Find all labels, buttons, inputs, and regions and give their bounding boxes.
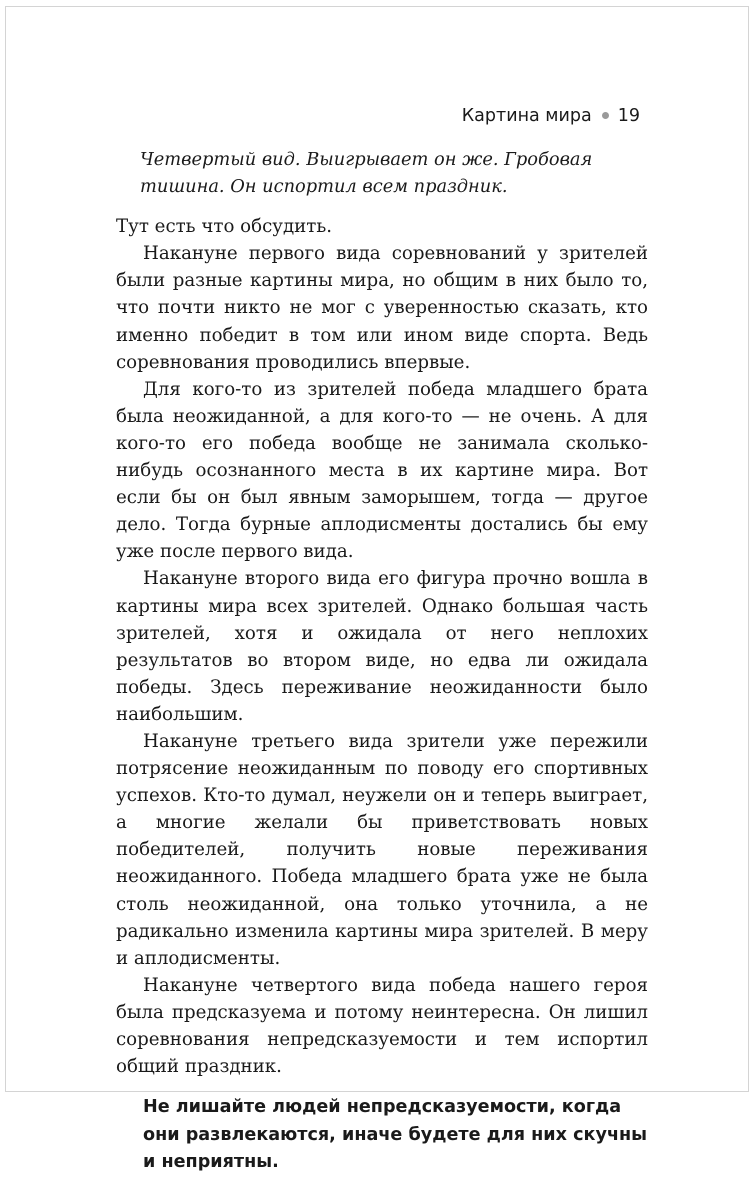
bold-conclusion: Не лишайте людей непредсказуемости, когда они развлекаются, иначе будете для них скучны и неприятны. <box>143 1097 648 1173</box>
bullet-separator-icon <box>602 112 609 119</box>
paragraph: Накануне третьего вида зрители уже пережили потрясение неожиданным по поводу его спортивных успехов. Кто-то думал, неужели он и теперь выиграет, а многие желали бы приветствовать новых победителей, получить новые переживания неожиданного. Победа младшего брата уже не была столь неожиданной, она только уточнила, а не радикально изменила картины мира зрителей. В меру и аплодисменты. <box>116 730 648 969</box>
paragraph: Накануне четвертого вида победа нашего героя была предсказуема и потому неинтересна. Он лишил соревнования непредсказуемости и тем испортил общий праздник. <box>116 974 648 1078</box>
paragraph: Накануне первого вида соревнований у зрителей были разные картины мира, но общим в них было то, что почти никто не мог с уверенностью сказать, кто именно победит в том или ином виде спорта. Ведь соревнования проводились впервые. <box>116 243 648 373</box>
page-number: 19 <box>617 106 640 126</box>
lead-sentence: Тут есть что обсудить. <box>116 216 333 238</box>
running-header <box>462 106 640 126</box>
main-text <box>116 146 648 1177</box>
epigraph: Четвертый вид. Выигрывает он же. Гробовая тишина. Он испортил всем праздник. <box>140 149 593 198</box>
running-title: Картина мира <box>461 106 592 126</box>
paragraph: Для кого-то из зрителей победа младшего брата была неожиданной, а для кого-то — не очень. А для кого-то его победа вообще не занимала сколько-нибудь осознанного места в их картине мира. Вот если бы он был явным заморышем, тогда — другое дело. Тогда бурные аплодисменты достались бы ему уже после первого вида. <box>116 378 648 563</box>
paragraph: Накануне второго вида его фигура прочно вошла в картины мира всех зрителей. Однако большая часть зрителей, хотя и ожидала от него неплохих результатов во втором виде, но едва ли ожидала победы. Здесь переживание неожиданности было наибольшим. <box>116 568 648 725</box>
